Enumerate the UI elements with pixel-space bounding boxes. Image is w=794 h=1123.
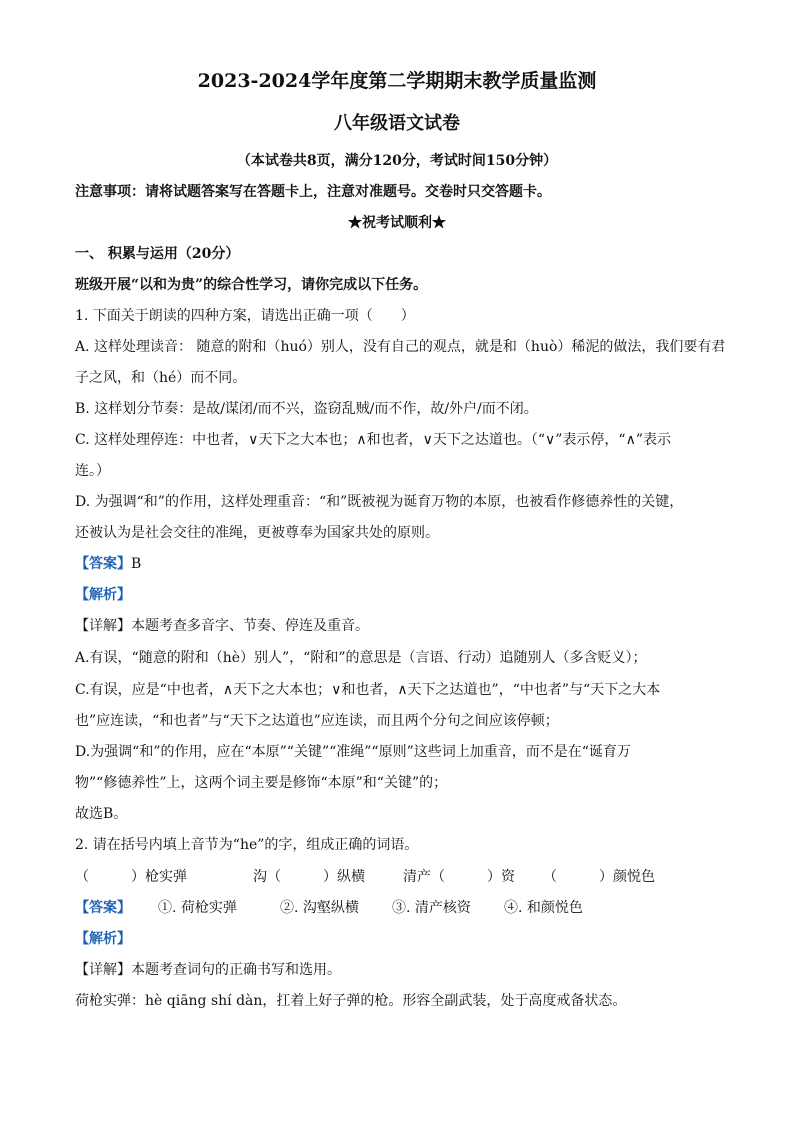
exam-info: （本试卷共8页，满分120分，考试时间150分钟）: [236, 153, 558, 169]
q1-option-b: B. 这样划分节奏：是故/谋闭/而不兴，盗窃乱贼/而不作，故/外户/而不闭。: [75, 401, 538, 417]
exam-title: 2023-2024学年度第二学期期末教学质量监测: [197, 70, 597, 92]
q1-stem: 1. 下面关于朗读的四种方案，请选出正确一项（ ）: [75, 308, 415, 324]
q2-analysis-tag: 【解析】: [75, 931, 131, 947]
q1-option-a-line1: A. 这样处理读音： 随意的附和（huó）别人，没有自己的观点，就是和（huò）稀泥的做法，我们要有君: [75, 339, 726, 355]
answer-tag: 【答案】: [75, 556, 131, 572]
q1-option-c-line1: C. 这样处理停连：中也者，∨天下之大本也；∧和也者，∨天下之达道也。（“∨”表示停，“∧”表示: [75, 432, 671, 448]
q1-detail: [75, 616, 734, 636]
exam-subtitle: 八年级语文试卷: [334, 113, 460, 134]
q1-conclusion: 故选B。: [75, 806, 128, 822]
q2-detail: [75, 960, 734, 980]
answer-tag: 【答案】: [75, 900, 131, 916]
q1-option-c-line2: 连。）: [75, 463, 110, 479]
q1-option-a-line2: 子之风，和（hé）而不同。: [75, 370, 247, 386]
q2-answer: [75, 898, 734, 918]
q1-explain-d-line1: D.为强调“和”的作用，应在“本原”“关键”“准绳”“原则”这些词上加重音，而不是在“诞育万: [75, 744, 631, 760]
q2-answer-1: ①. 荷枪实弹: [158, 900, 237, 916]
answer-value: B: [131, 556, 142, 572]
section-heading: 一、 积累与运用（20分）: [75, 246, 240, 262]
q2-answer-4: ④. 和颜悦色: [504, 900, 583, 916]
detail-tag: 【详解】: [75, 618, 131, 634]
q1-explain-c-line1: C.有误，应是“中也者，∧天下之大本也；∨和也者，∧天下之达道也”，“中也者”与“天下之大本: [75, 682, 661, 698]
q2-blanks: [75, 867, 734, 887]
q1-option-d-line1: D. 为强调“和”的作用，这样处理重音：“和”既被视为诞育万物的本原，也被看作修德养性的关键，: [75, 494, 684, 510]
q2-explain-1: 荷枪实弹：hè qiāng shí dàn，扛着上好子弹的枪。形容全副武装，处于高度戒备状态。: [75, 993, 627, 1009]
q2-blank-3: 清产（ ）资: [403, 869, 515, 885]
q2-answer-3: ③. 清产核资: [392, 900, 471, 916]
q2-blank-2: 沟（ ）纵横: [253, 869, 365, 885]
q1-option-d-line2: 还被认为是社会交往的准绳，更被尊奉为国家共处的原则。: [75, 525, 439, 541]
notice: 注意事项：请将试题答案写在答题卡上，注意对准题号。交卷时只交答题卡。: [75, 184, 551, 200]
q1-explain-c-line2: 也”应连读，“和也者”与“天下之达道也”应连读，而且两个分句之间应该停顿；: [75, 713, 559, 729]
detail-text: 本题考查多音字、节奏、停连及重音。: [131, 618, 369, 634]
q2-blank-1: （ ）枪实弹: [75, 869, 187, 885]
q2-answer-2: ②. 沟壑纵横: [280, 900, 359, 916]
q2-blank-4: （ ）颜悦色: [543, 869, 655, 885]
detail-text: 本题考查词句的正确书写和选用。: [131, 962, 341, 978]
section-intro: 班级开展“以和为贵”的综合性学习，请你完成以下任务。: [75, 277, 428, 293]
q2-stem: 2. 请在括号内填上音节为“he”的字，组成正确的词语。: [75, 837, 419, 853]
q1-analysis-tag: 【解析】: [75, 587, 131, 603]
blessing: ★祝考试顺利★: [348, 215, 446, 231]
q1-explain-a: A.有误，“随意的附和（hè）别人”，“附和”的意思是（言语、行动）追随别人（多含贬义）；: [75, 650, 647, 666]
detail-tag: 【详解】: [75, 962, 131, 978]
q1-explain-d-line2: 物”“修德养性”上，这两个词主要是修饰“本原”和“关键”的；: [75, 775, 448, 791]
q1-answer: [75, 554, 734, 574]
